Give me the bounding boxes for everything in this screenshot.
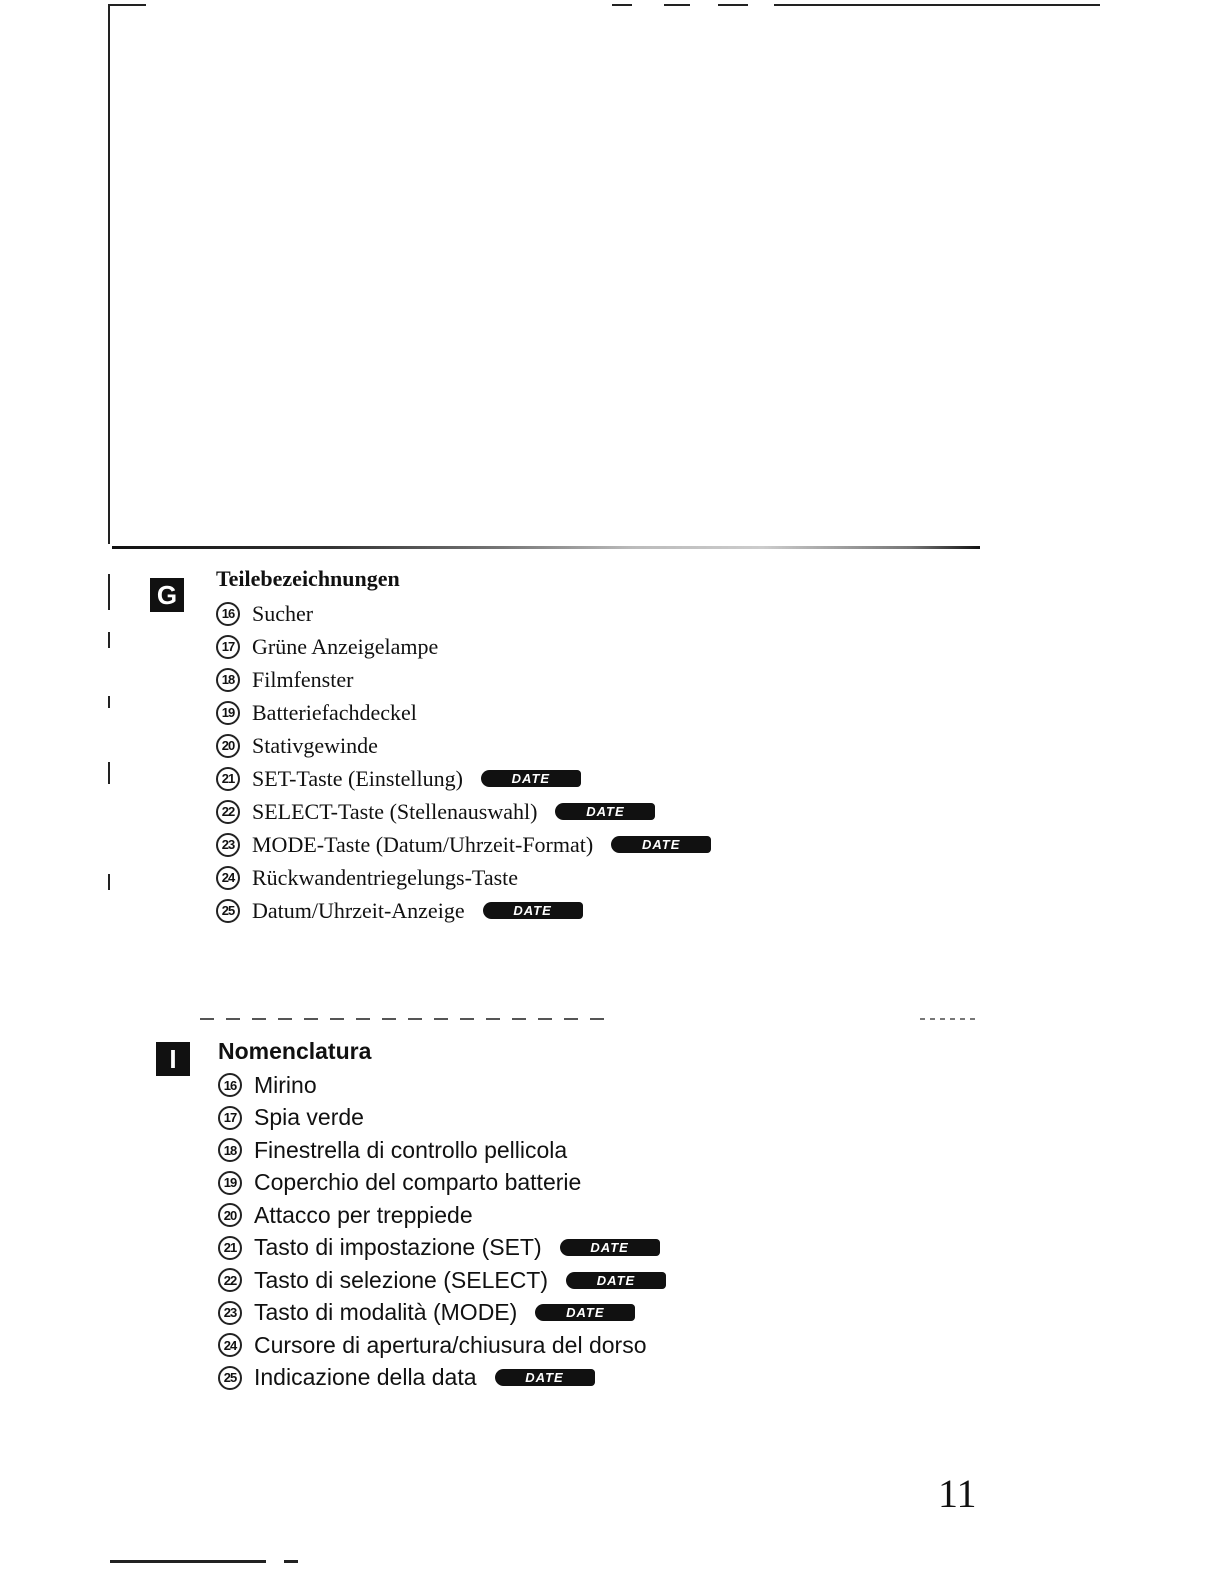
list-item <box>218 1362 666 1395</box>
list-item <box>216 828 711 861</box>
section-heading-german: Teilebezeichnungen <box>216 566 400 591</box>
list-item <box>218 1297 666 1330</box>
item-label: Sucher <box>252 600 314 626</box>
item-number-badge: 18 <box>218 1138 242 1162</box>
item-number-badge: 19 <box>218 1171 242 1195</box>
list-item <box>216 663 711 696</box>
top-border-line <box>718 4 748 6</box>
item-number-badge: 25 <box>216 899 240 923</box>
item-number-badge: 20 <box>218 1203 242 1227</box>
language-badge-g: G <box>150 578 184 612</box>
item-label: Mirino <box>254 1071 317 1098</box>
list-item <box>216 729 711 762</box>
date-feature-badge: DATE <box>611 836 711 853</box>
list-item <box>216 894 711 927</box>
list-item <box>216 795 711 828</box>
date-feature-badge: DATE <box>560 1239 660 1256</box>
parts-list-german <box>216 597 711 927</box>
section-divider <box>920 1018 980 1020</box>
item-number-badge: 22 <box>216 800 240 824</box>
item-number-badge: 16 <box>216 602 240 626</box>
item-number-badge: 18 <box>216 668 240 692</box>
item-number-badge: 24 <box>218 1333 242 1357</box>
left-border-tick <box>108 632 110 648</box>
section-divider <box>112 546 980 549</box>
item-label: Filmfenster <box>252 666 354 692</box>
list-item <box>216 597 711 630</box>
list-item <box>218 1102 666 1135</box>
item-number-badge: 23 <box>216 833 240 857</box>
footer-line <box>284 1560 298 1563</box>
item-label: Cursore di apertura/chiusura del dorso <box>254 1331 647 1358</box>
item-label: Indicazione della data <box>254 1364 477 1391</box>
item-label: MODE-Taste (Datum/Uhrzeit-Format) <box>252 831 594 857</box>
date-feature-badge: DATE <box>555 803 655 820</box>
item-label: Rückwandentriegelungs-Taste <box>252 864 519 890</box>
left-border-line <box>108 4 110 544</box>
item-label: Tasto di selezione (SELECT) <box>254 1266 549 1293</box>
item-label: Datum/Uhrzeit-Anzeige <box>252 897 465 923</box>
item-label: Attacco per treppiede <box>254 1201 473 1228</box>
item-number-badge: 24 <box>216 866 240 890</box>
item-label: Grüne Anzeigelampe <box>252 633 439 659</box>
item-number-badge: 21 <box>216 767 240 791</box>
left-border-tick <box>108 762 110 784</box>
item-label: Tasto di impostazione (SET) <box>254 1234 542 1261</box>
top-border-line <box>774 4 1100 6</box>
date-feature-badge: DATE <box>483 902 583 919</box>
item-label: Coperchio del comparto batterie <box>254 1169 582 1196</box>
list-item <box>216 696 711 729</box>
page-number: 11 <box>938 1471 977 1516</box>
list-item <box>218 1134 666 1167</box>
list-item <box>218 1232 666 1265</box>
list-item <box>216 762 711 795</box>
item-number-badge: 22 <box>218 1268 242 1292</box>
top-border-line <box>664 4 690 6</box>
list-item <box>218 1329 666 1362</box>
item-label: SELECT-Taste (Stellenauswahl) <box>252 798 538 824</box>
item-number-badge: 20 <box>216 734 240 758</box>
top-border-line <box>612 4 632 6</box>
item-number-badge: 17 <box>218 1106 242 1130</box>
item-label: Finestrella di controllo pellicola <box>254 1136 568 1163</box>
footer-line <box>110 1560 266 1563</box>
list-item <box>218 1199 666 1232</box>
item-label: Tasto di modalità (MODE) <box>254 1299 518 1326</box>
date-feature-badge: DATE <box>495 1369 595 1386</box>
item-label: Stativgewinde <box>252 732 378 758</box>
section-divider <box>200 1018 610 1020</box>
list-item <box>216 861 711 894</box>
left-border-tick <box>108 874 110 890</box>
date-feature-badge: DATE <box>535 1304 635 1321</box>
date-feature-badge: DATE <box>566 1272 666 1289</box>
item-number-badge: 23 <box>218 1301 242 1325</box>
parts-list-italian <box>218 1069 666 1394</box>
item-number-badge: 25 <box>218 1366 242 1390</box>
list-item <box>216 630 711 663</box>
item-number-badge: 16 <box>218 1073 242 1097</box>
list-item <box>218 1167 666 1200</box>
item-number-badge: 17 <box>216 635 240 659</box>
item-label: Spia verde <box>254 1104 364 1131</box>
language-badge-i: I <box>156 1042 190 1076</box>
item-label: Batteriefachdeckel <box>252 699 417 725</box>
left-border-tick <box>108 574 110 610</box>
item-number-badge: 19 <box>216 701 240 725</box>
section-heading-italian: Nomenclatura <box>218 1038 372 1064</box>
item-label: SET-Taste (Einstellung) <box>252 765 463 791</box>
list-item <box>218 1069 666 1102</box>
list-item <box>218 1264 666 1297</box>
date-feature-badge: DATE <box>481 770 581 787</box>
left-border-tick <box>108 696 110 708</box>
item-number-badge: 21 <box>218 1236 242 1260</box>
top-border-line <box>110 4 146 6</box>
